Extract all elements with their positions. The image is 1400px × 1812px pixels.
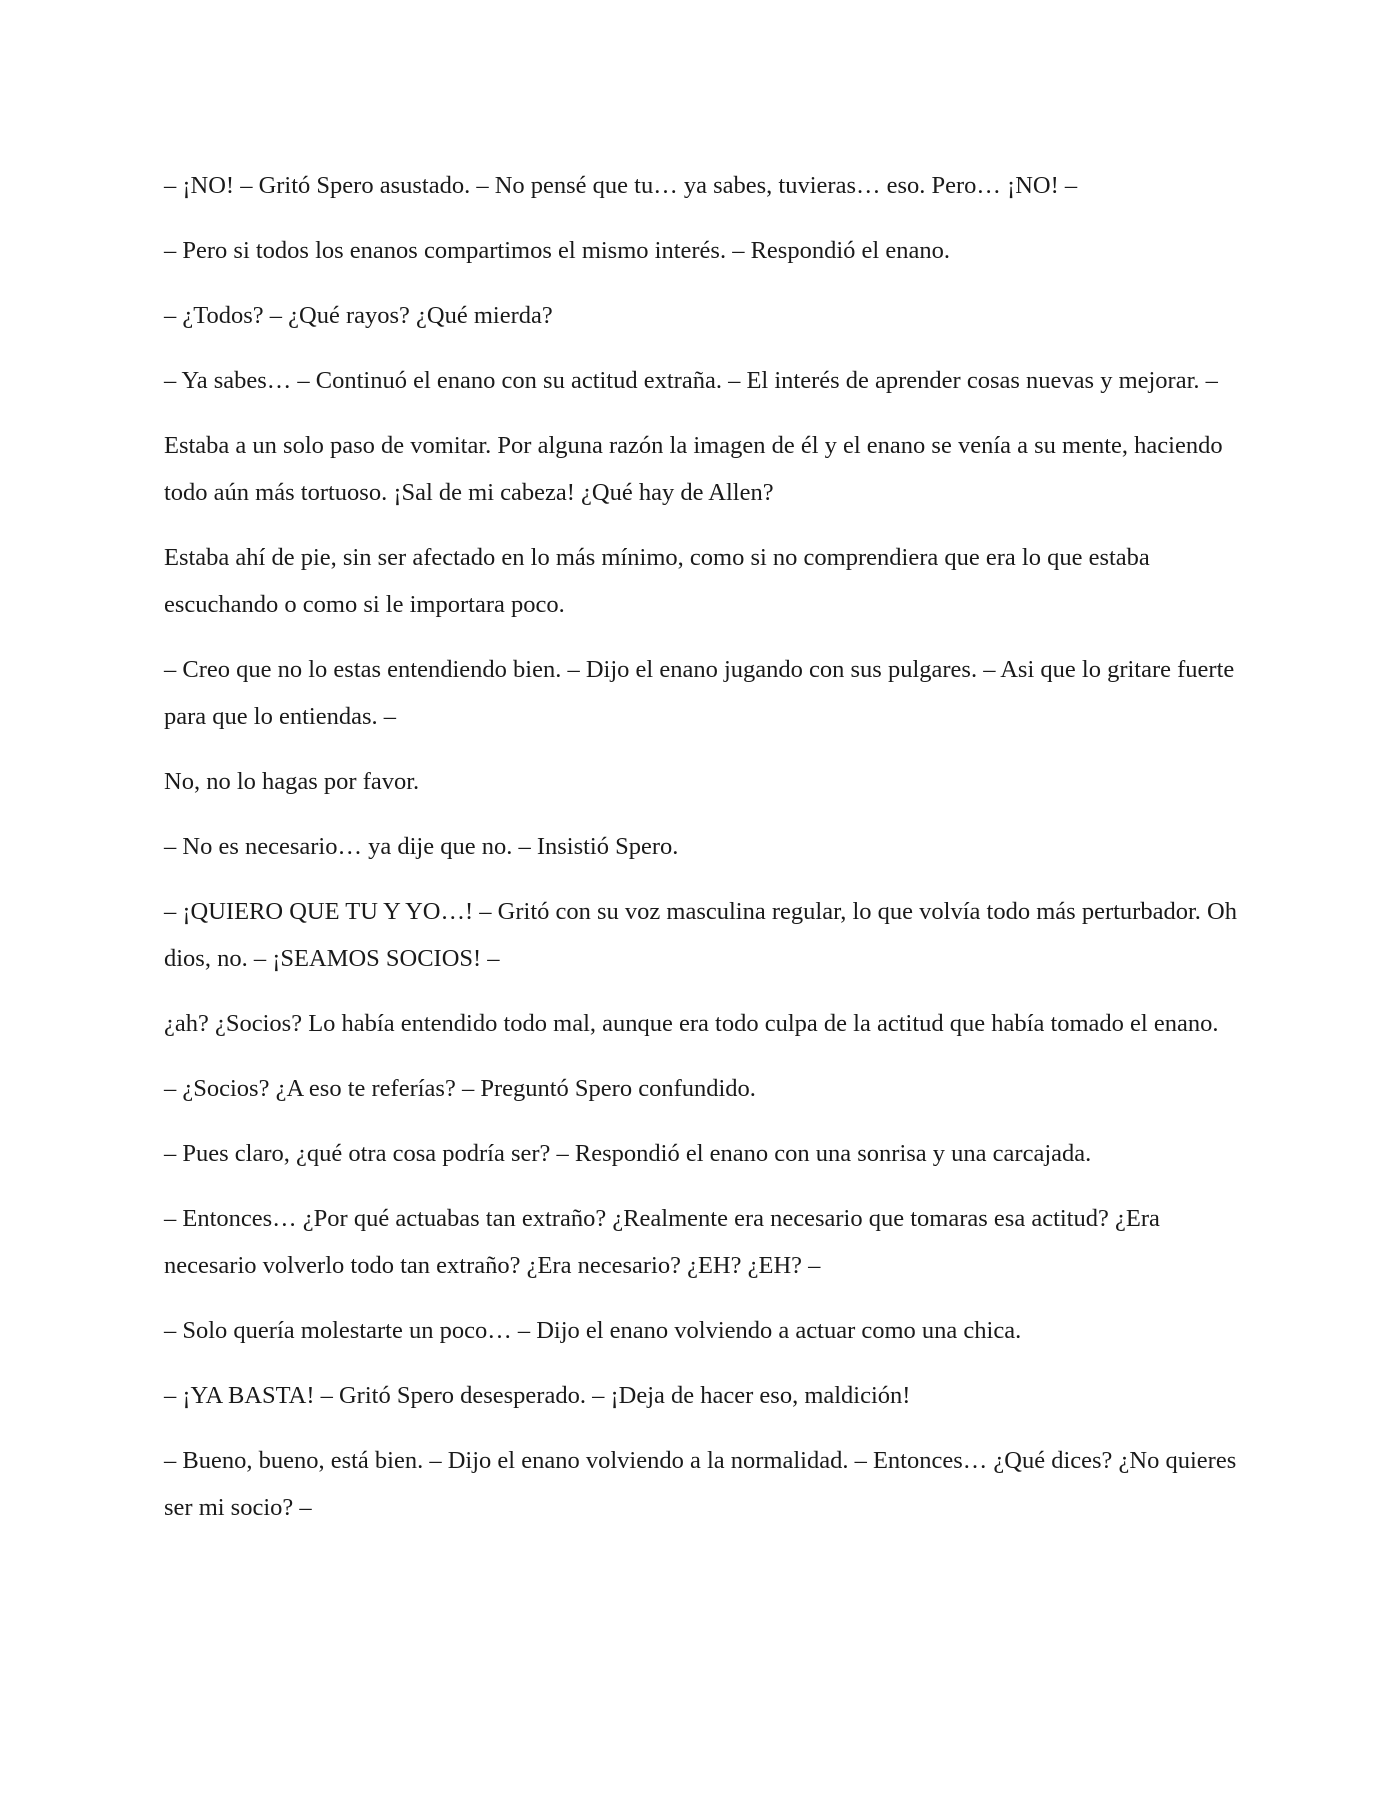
paragraph: ¿ah? ¿Socios? Lo había entendido todo mal, aunque era todo culpa de la actitud que había tomado el enano. — [164, 1010, 1219, 1037]
paragraph: – Pues claro, ¿qué otra cosa podría ser? – Respondió el enano con una sonrisa y una carcajada. — [164, 1140, 1092, 1167]
document-body — [164, 162, 1239, 1549]
paragraph: – Creo que no lo estas entendiendo bien. – Dijo el enano jugando con sus pulgares. – Asi que lo gritare fuerte para que lo entiendas. – — [164, 656, 1235, 730]
paragraph: – No es necesario… ya dije que no. – Insistió Spero. — [164, 833, 679, 860]
paragraph: – ¡QUIERO QUE TU Y YO…! – Gritó con su voz masculina regular, lo que volvía todo más perturbador. Oh dios, no. – ¡SEAMOS SOCIOS! – — [164, 898, 1237, 972]
paragraph: Estaba ahí de pie, sin ser afectado en lo más mínimo, como si no comprendiera que era lo que estaba escuchando o como si le importara poco. — [164, 544, 1150, 618]
paragraph: – ¿Todos? – ¿Qué rayos? ¿Qué mierda? — [164, 302, 553, 329]
paragraph: – ¡YA BASTA! – Gritó Spero desesperado. – ¡Deja de hacer eso, maldición! — [164, 1382, 911, 1409]
paragraph: – Solo quería molestarte un poco… – Dijo el enano volviendo a actuar como una chica. — [164, 1317, 1022, 1344]
paragraph: – ¡NO! – Gritó Spero asustado. – No pensé que tu… ya sabes, tuvieras… eso. Pero… ¡NO! – — [164, 172, 1078, 199]
paragraph: – ¿Socios? ¿A eso te referías? – Preguntó Spero confundido. — [164, 1075, 756, 1102]
paragraph: – Pero si todos los enanos compartimos el mismo interés. – Respondió el enano. — [164, 237, 950, 264]
paragraph: No, no lo hagas por favor. — [164, 768, 420, 795]
paragraph: – Ya sabes… – Continuó el enano con su actitud extraña. – El interés de aprender cosas nuevas y mejorar. – — [164, 367, 1218, 394]
paragraph: – Entonces… ¿Por qué actuabas tan extraño? ¿Realmente era necesario que tomaras esa actitud? ¿Era necesario volverlo todo tan extraño? ¿Era necesario? ¿EH? ¿EH? – — [164, 1205, 1160, 1279]
paragraph: – Bueno, bueno, está bien. – Dijo el enano volviendo a la normalidad. – Entonces… ¿Qué dices? ¿No quieres ser mi socio? – — [164, 1447, 1237, 1521]
paragraph: Estaba a un solo paso de vomitar. Por alguna razón la imagen de él y el enano se venía a su mente, haciendo todo aún más tortuoso. ¡Sal de mi cabeza! ¿Qué hay de Allen? — [164, 432, 1223, 506]
